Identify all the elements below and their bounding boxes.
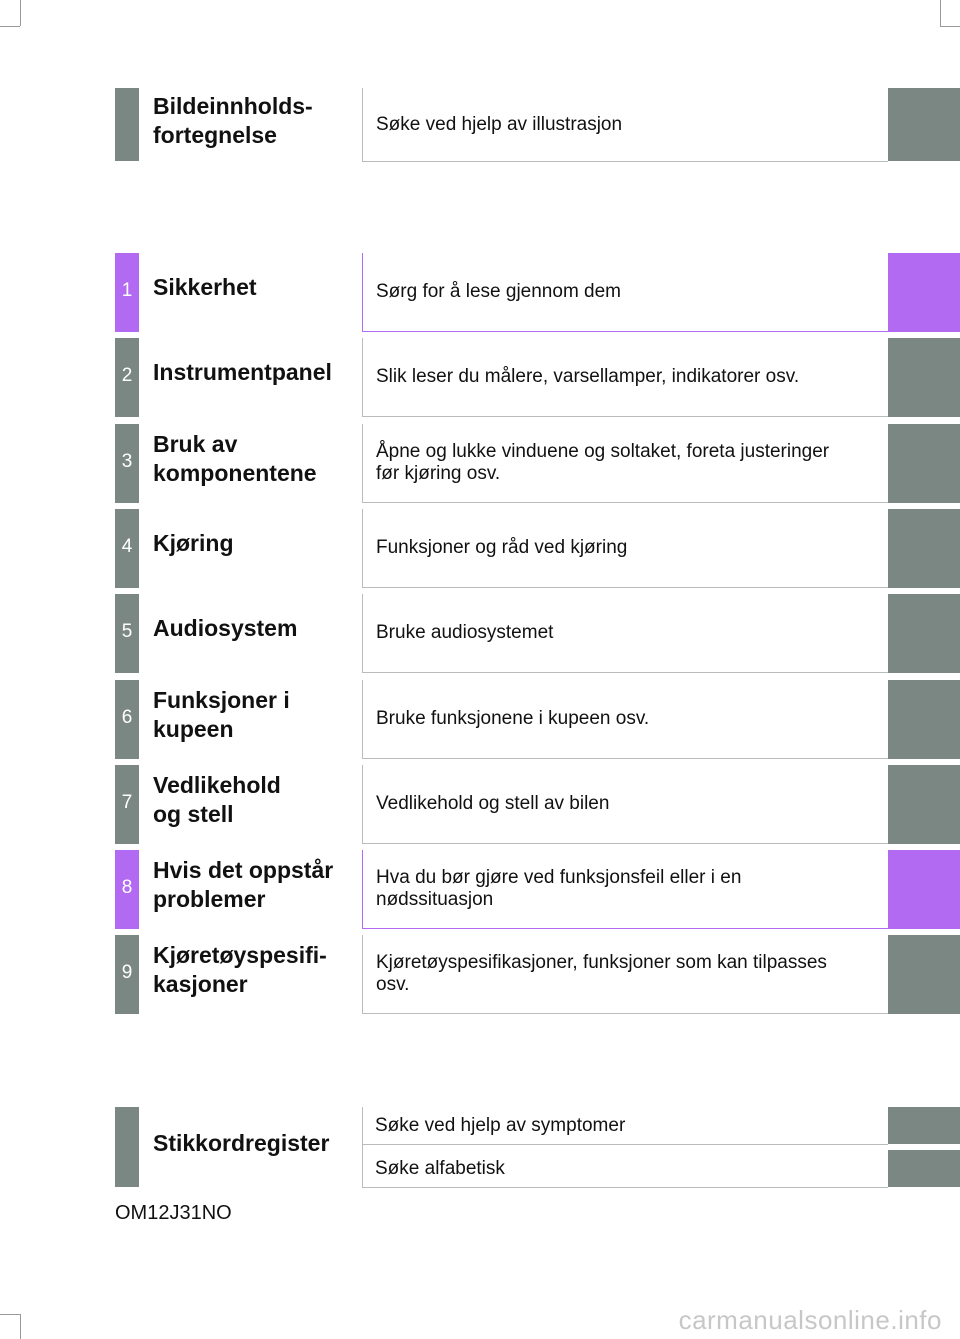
chapter-description[interactable]: Slik leser du målere, varsellamper, indikatorer osv.	[362, 338, 888, 417]
header-description[interactable]: Søke ved hjelp av illustrasjon	[362, 88, 888, 162]
chapter-number: 1	[121, 280, 133, 301]
chapter-tab[interactable]	[888, 338, 960, 417]
header-tab[interactable]	[888, 88, 960, 161]
chapter-title: Hvis det oppstår problemer	[153, 857, 334, 912]
crop-mark	[20, 0, 21, 26]
chapter-description[interactable]: Bruke audiosystemet	[362, 594, 888, 673]
chapter-description[interactable]: Sørg for å lese gjennom dem	[362, 253, 888, 332]
index-title: Stikkordregister	[153, 1130, 330, 1156]
chapter-number: 6	[121, 707, 133, 728]
header-bar	[115, 88, 139, 161]
chapter-description[interactable]: Hva du bør gjøre ved funksjonsfeil eller i en nødssituasjon	[362, 850, 888, 929]
index-bar	[115, 1107, 139, 1187]
crop-mark	[940, 0, 941, 26]
crop-mark	[20, 1314, 21, 1339]
chapter-title: Kjøretøyspesifi- kasjoner	[153, 942, 327, 997]
chapter-title: Instrumentpanel	[153, 359, 332, 385]
chapter-tab[interactable]	[888, 509, 960, 588]
index-item-alphabetical[interactable]: Søke alfabetisk	[362, 1150, 888, 1188]
chapter-number: 7	[121, 792, 133, 813]
index-tab-alphabetical[interactable]	[888, 1150, 960, 1187]
chapter-description[interactable]: Kjøretøyspesifikasjoner, funksjoner som kan tilpasses osv.	[362, 935, 888, 1014]
chapter-tab[interactable]	[888, 850, 960, 929]
crop-mark	[0, 1314, 20, 1315]
chapter-number: 8	[121, 877, 133, 898]
chapter-title: Audiosystem	[153, 615, 298, 641]
chapter-description[interactable]: Åpne og lukke vinduene og soltaket, foreta justeringer før kjøring osv.	[362, 424, 888, 503]
manual-code: OM12J31NO	[115, 1202, 232, 1224]
chapter-number: 4	[121, 536, 133, 557]
chapter-tab[interactable]	[888, 594, 960, 673]
watermark: carmanualsonline.info	[678, 1305, 942, 1335]
chapter-title: Bruk av komponentene	[153, 431, 317, 486]
chapter-title: Vedlikehold og stell	[153, 772, 281, 827]
chapter-description[interactable]: Funksjoner og råd ved kjøring	[362, 509, 888, 588]
chapter-title: Funksjoner i kupeen	[153, 687, 290, 742]
chapter-tab[interactable]	[888, 765, 960, 844]
chapter-description[interactable]: Vedlikehold og stell av bilen	[362, 765, 888, 844]
chapter-tab[interactable]	[888, 935, 960, 1014]
index-item-symptoms[interactable]: Søke ved hjelp av symptomer	[362, 1107, 888, 1145]
chapter-number: 5	[121, 621, 133, 642]
chapter-number: 9	[121, 962, 133, 983]
chapter-title: Sikkerhet	[153, 274, 257, 300]
crop-mark	[0, 26, 20, 27]
index-tab-symptoms[interactable]	[888, 1107, 960, 1144]
chapter-tab[interactable]	[888, 680, 960, 759]
header-title: Bildeinnholds- fortegnelse	[153, 93, 313, 148]
chapter-tab[interactable]	[888, 253, 960, 332]
chapter-description[interactable]: Bruke funksjonene i kupeen osv.	[362, 680, 888, 759]
chapter-number: 3	[121, 451, 133, 472]
chapter-title: Kjøring	[153, 530, 234, 556]
crop-mark	[940, 26, 960, 27]
chapter-tab[interactable]	[888, 424, 960, 503]
chapter-number: 2	[121, 365, 133, 386]
